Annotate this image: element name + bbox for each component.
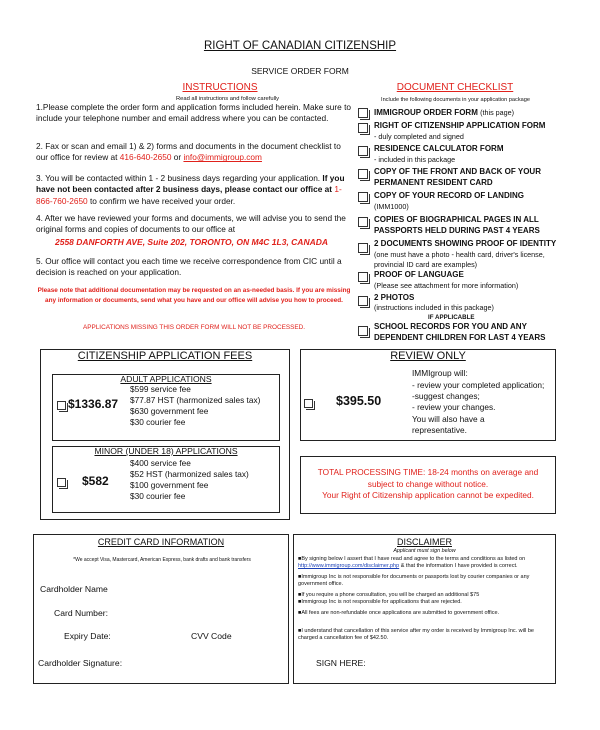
minor-option-checkbox[interactable]: [57, 478, 66, 487]
cardholder-name-label: Cardholder Name: [40, 584, 108, 594]
checklist-item-label: COPIES OF BIOGRAPHICAL PAGES IN ALL PASSPORTS HELD DURING PAST 4 YEARS: [374, 215, 540, 235]
no-expedite-text: Your Right of Citizenship application cannot be expedited.: [322, 490, 534, 500]
checklist-item-label: RESIDENCE CALCULATOR FORM: [374, 144, 504, 153]
checklist-checkbox[interactable]: [358, 217, 368, 227]
checklist-item-note: (this page): [480, 108, 515, 117]
minor-fee-line: $52 HST (harmonized sales tax): [130, 469, 249, 479]
card-number-label: Card Number:: [54, 608, 108, 618]
disclaimer-text: All fees are non-refundable once applications are submitted to government office.: [301, 610, 500, 616]
disclaimer-text: & that the information I have provided is correct.: [399, 563, 518, 570]
disclaimer-text: Immigroup Inc is not responsible for documents or passports lost by courier companies or any government office.: [298, 574, 530, 588]
minor-fee-line: $30 courier fee: [130, 491, 186, 501]
instruction-step-2: [36, 141, 352, 164]
checklist-item-note: - included in this package: [374, 155, 456, 164]
minor-total: $582: [82, 474, 109, 488]
review-line: - review your changes.: [412, 402, 496, 412]
minor-fees-heading: MINOR (UNDER 18) APPLICATIONS: [94, 446, 238, 456]
step3-post: to confirm we have received your order.: [87, 195, 236, 206]
credit-card-heading: CREDIT CARD INFORMATION: [97, 537, 225, 547]
sign-here-label: SIGN HERE:: [316, 658, 366, 668]
checklist-item-label: SCHOOL RECORDS FOR YOU AND ANY DEPENDENT CHILDREN FOR LAST 4 YEARS: [374, 322, 546, 342]
review-line: -suggest changes;: [412, 391, 480, 401]
adult-fee-line: $599 service fee: [130, 384, 191, 394]
step3-bold-text: If you have not been contacted after 2 business days, please contact our office at: [36, 173, 345, 195]
review-line: - review your completed application;: [412, 380, 545, 390]
disclaimer-text: By signing below I assert that I have read and agree to the terms and conditions as listed on: [301, 556, 526, 562]
disclaimer-text: If you require a phone consultation, you will be charged an additional $75: [301, 592, 480, 598]
step2-or: or: [171, 152, 184, 163]
review-option-checkbox[interactable]: [304, 399, 313, 408]
checklist-item-note: (IMM1000): [374, 202, 409, 211]
adult-fee-line: $630 government fee: [130, 406, 209, 416]
adult-fee-line: $77.87 HST (harmonized sales tax): [130, 395, 261, 405]
minor-fee-line: $100 government fee: [130, 480, 209, 490]
minor-fee-line: $400 service fee: [130, 458, 191, 468]
checklist-checkbox[interactable]: [358, 123, 368, 133]
review-heading: REVIEW ONLY: [390, 350, 466, 362]
checklist-item: [374, 108, 564, 119]
checklist-item-label: PROOF OF LANGUAGE: [374, 270, 464, 279]
disclaimer-item: ■Immigroup Inc is not responsible for applications that are rejected.: [298, 599, 462, 605]
adult-total: $1336.87: [68, 397, 119, 411]
instructions-heading: INSTRUCTIONS: [182, 82, 258, 93]
adult-fee-line: $30 courier fee: [130, 417, 186, 427]
if-applicable-label: IF APPLICABLE: [428, 314, 475, 321]
checklist-checkbox[interactable]: [358, 146, 368, 156]
disclaimer-text: Immigroup Inc is not responsible for applications that are rejected.: [301, 599, 462, 605]
fees-heading: CITIZENSHIP APPLICATION FEES: [77, 350, 253, 362]
checklist-checkbox[interactable]: [358, 243, 368, 253]
review-line: You will also have a: [412, 414, 485, 424]
step3-phone: 1-866-760-2650: [36, 184, 342, 206]
checklist-item-label: 2 DOCUMENTS SHOWING PROOF OF IDENTITY: [374, 239, 557, 248]
checklist-checkbox[interactable]: [358, 192, 368, 202]
disclaimer-text: I understand that cancellation of this service after my order is received by Immigroup Inc. will be charged a cancellation fee of $42.50.: [298, 628, 534, 642]
missing-form-warning: APPLICATIONS MISSING THIS ORDER FORM WILL NOT BE PROCESSED.: [82, 324, 306, 331]
review-total: $395.50: [336, 394, 382, 408]
form-subtitle: SERVICE ORDER FORM: [251, 66, 349, 76]
adult-option-checkbox[interactable]: [57, 401, 66, 410]
checklist-item-label: 2 PHOTOS: [374, 293, 415, 302]
checklist-heading: DOCUMENT CHECKLIST: [396, 82, 514, 93]
checklist-item-label: COPY OF THE FRONT AND BACK OF YOUR PERMANENT RESIDENT CARD: [374, 167, 541, 187]
disclaimer-link[interactable]: http://www.immigroup.com/disclaimer.php: [298, 563, 400, 570]
instruction-step-4: 4. After we have reviewed your forms and documents, we will advise you to send the original forms and copies of documents to our office at: [36, 213, 346, 235]
processing-time-text: TOTAL PROCESSING TIME: 18-24 months on average and subject to change without notice.: [317, 467, 539, 489]
office-address: 2558 DANFORTH AVE, Suite 202, TORONTO, ON M4C 1L3, CANADA: [55, 237, 329, 247]
instruction-step-5: 5. Our office will contact you each time we receive correspondence from CIC until a decision is reached on your application.: [36, 256, 342, 278]
checklist-checkbox[interactable]: [358, 108, 368, 118]
checklist-subheading: Include the following documents in your application package: [381, 97, 530, 103]
checklist-item-label: COPY OF YOUR RECORD OF LANDING: [374, 191, 524, 200]
disclaimer-subheading: Applicant must sign below: [393, 548, 456, 554]
expiry-date-label: Expiry Date:: [64, 631, 111, 641]
instruction-step-3: [36, 173, 352, 207]
review-line: representative.: [412, 425, 467, 435]
checklist-item-note: (Please see attachment for more information): [374, 281, 519, 290]
cvv-label: CVV Code: [191, 631, 232, 641]
step3-text: 3. You will be contacted within 1 - 2 business days regarding your application.: [36, 173, 323, 183]
disclaimer-item: ■By signing below I assert that I have read and agree to the terms and conditions as listed on http://www.immigroup.com/disclaimer.php & that the information I have provided is correct.: [298, 556, 526, 570]
checklist-item-note: (instructions included in this package): [374, 303, 494, 312]
checklist-checkbox[interactable]: [358, 326, 368, 336]
checklist-item-note: (one must have a photo - health card, driver's license, provincial ID card are examples): [374, 250, 545, 269]
checklist-item-label: IMMIGROUP ORDER FORM: [374, 108, 478, 117]
disclaimer-item: ■I understand that cancellation of this service after my order is received by Immigroup Inc. will be charged a cancellation fee of $42.50.: [298, 628, 534, 642]
disclaimer-item: ■If you require a phone consultation, you will be charged an additional $75: [298, 592, 480, 598]
disclaimer-item: ■All fees are non-refundable once applications are submitted to government office.: [298, 610, 500, 616]
step2-phone: 416-640-2650: [119, 152, 172, 163]
checklist-checkbox[interactable]: [358, 169, 368, 179]
checklist-checkbox[interactable]: [358, 272, 368, 282]
review-line: IMMIgroup will:: [412, 368, 468, 378]
disclaimer-heading: DISCLAIMER: [396, 537, 452, 547]
checklist-item-note: - duly completed and signed: [374, 132, 464, 141]
email-link[interactable]: info@immigroup.com: [183, 152, 262, 163]
additional-docs-note: Please note that additional documentation may be requested on an as-needed basis. If you are missing any information or documents, send what you have and our office will advise you how to proceed.: [37, 287, 351, 305]
accepted-payments: *We accept Visa, Mastercard, American Express, bank drafts and bank transfers: [73, 557, 251, 563]
instruction-step-1: 1.Please complete the order form and application forms included herein. Make sure to include your telephone number and email address where you can be contacted.: [36, 102, 351, 124]
checklist-item-label: RIGHT OF CITIZENSHIP APPLICATION FORM: [374, 121, 546, 130]
step2-text: 2. Fax or scan and email 1) & 2) forms and documents in the document checklist to our office for review at: [36, 141, 341, 163]
checklist-checkbox[interactable]: [358, 296, 368, 306]
form-title: RIGHT OF CANADIAN CITIZENSHIP: [203, 40, 397, 52]
cardholder-signature-label: Cardholder Signature:: [38, 658, 123, 668]
instructions-subheading: Read all instructions and follow carefully: [175, 96, 280, 102]
disclaimer-item: ■Immigroup Inc is not responsible for documents or passports lost by courier companies or any government office.: [298, 574, 530, 588]
adult-fees-heading: ADULT APPLICATIONS: [120, 374, 212, 384]
